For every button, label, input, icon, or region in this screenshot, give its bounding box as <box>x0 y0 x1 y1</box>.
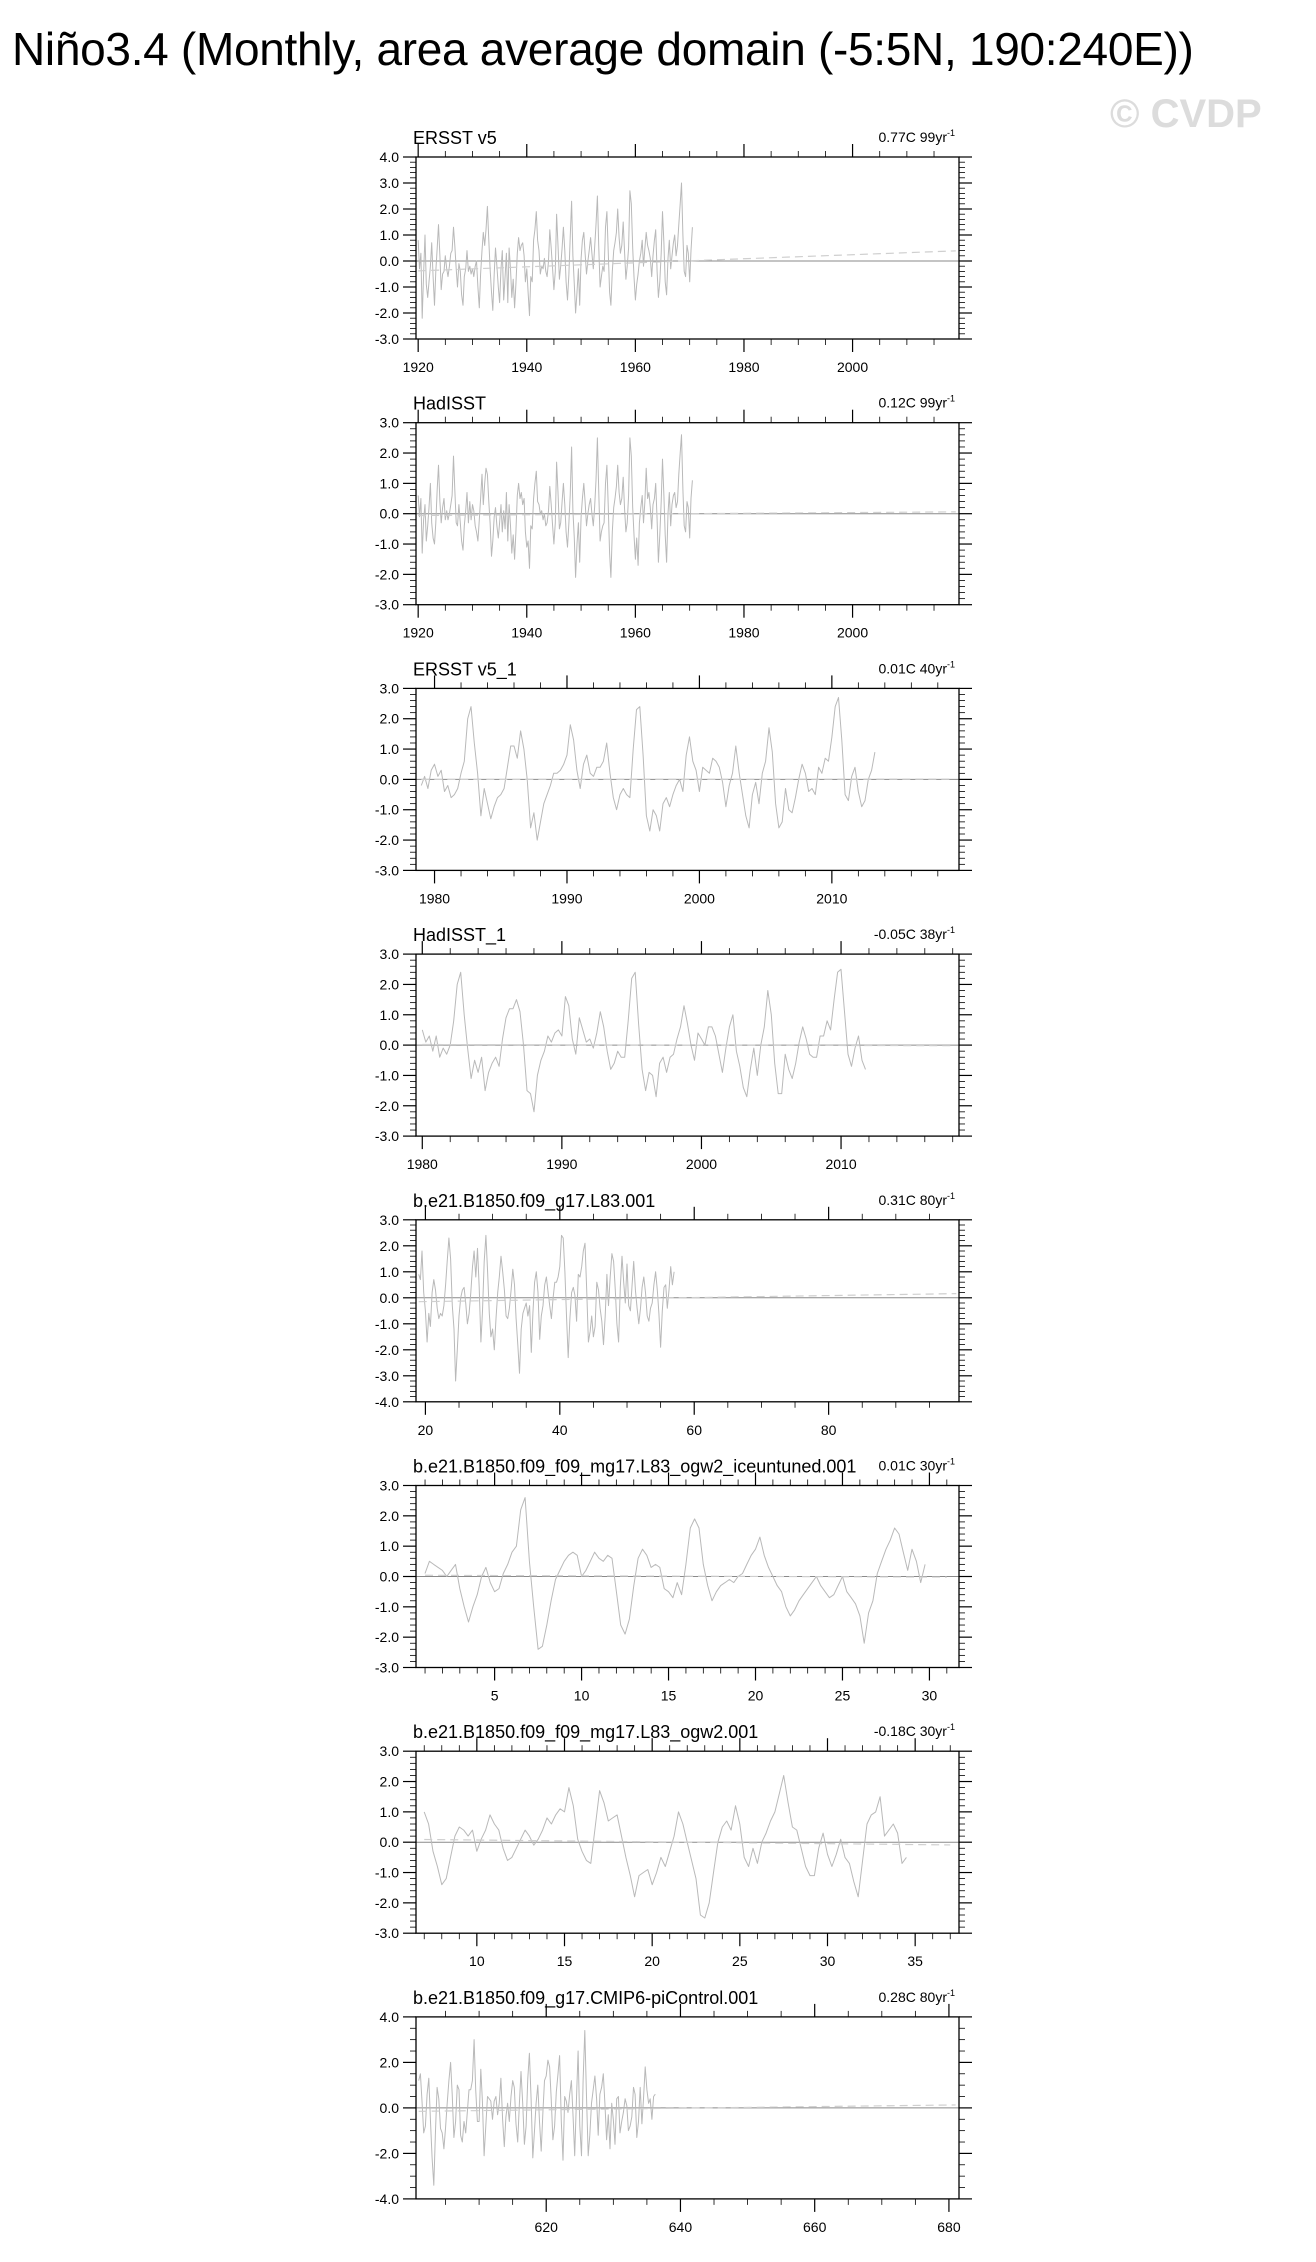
trend-label <box>874 1722 955 1739</box>
y-tick-label: 1.0 <box>379 1538 399 1555</box>
x-tick-label: 1960 <box>619 624 651 641</box>
trend-label-exponent: -1 <box>946 925 955 936</box>
y-tick-label: 3.0 <box>379 1477 399 1494</box>
y-tick-label: 2.0 <box>379 710 399 727</box>
x-tick-label: 20 <box>747 1687 764 1704</box>
y-tick-label: 1.0 <box>379 227 399 243</box>
trend-label <box>879 1988 956 2005</box>
trend-label <box>879 1457 956 1474</box>
trend-label-exponent: -1 <box>946 1190 955 1201</box>
y-tick-label: 1.0 <box>379 1803 399 1820</box>
x-tick-label: 15 <box>556 1953 573 1970</box>
y-tick-label: -2.0 <box>374 2145 399 2162</box>
nino34-series-line <box>422 969 865 1112</box>
panel-title: HadISST <box>413 393 487 414</box>
x-tick-label: 1980 <box>406 1156 438 1173</box>
y-tick-label: 3.0 <box>379 414 399 431</box>
trend-label-value: 0.31C 80yr <box>878 1191 947 1208</box>
nino34-series-line <box>419 1235 674 1381</box>
y-tick-label: -3.0 <box>374 1367 399 1384</box>
y-tick-label: 2.0 <box>379 1237 399 1254</box>
y-tick-label: -1.0 <box>374 1067 399 1084</box>
trend-label-exponent: -1 <box>946 659 955 670</box>
nino34-series-line <box>425 1498 925 1650</box>
chart-panel <box>375 925 972 1172</box>
y-tick-label: -3.0 <box>374 596 399 613</box>
x-tick-label: 30 <box>921 1687 938 1704</box>
x-tick-label: 1920 <box>402 624 434 641</box>
trend-label-value: 0.28C 80yr <box>878 1988 947 2005</box>
y-tick-label: -3.0 <box>374 331 399 347</box>
trend-label-value: -0.18C 30yr <box>873 1723 947 1740</box>
y-tick-label: -2.0 <box>374 305 399 321</box>
y-tick-label: -3.0 <box>374 1925 399 1942</box>
chart-panel <box>375 1457 972 1704</box>
x-tick-label: 20 <box>644 1953 660 1970</box>
trend-label <box>879 394 956 411</box>
y-tick-label: 0.0 <box>379 1289 399 1306</box>
trend-label-value: 0.01C 30yr <box>878 1457 947 1474</box>
y-tick-label: 0.0 <box>379 1568 399 1585</box>
y-tick-label: -3.0 <box>374 862 399 879</box>
panel-title: b.e21.B1850.f09_g17.L83.001 <box>413 1190 656 1211</box>
y-tick-label: -4.0 <box>374 2190 399 2207</box>
trend-label <box>879 659 956 676</box>
y-tick-label: -2.0 <box>374 1097 399 1114</box>
x-tick-label: 2000 <box>836 624 869 641</box>
y-tick-label: -3.0 <box>374 1659 399 1676</box>
x-tick-label: 25 <box>732 1953 748 1970</box>
y-tick-label: 0.0 <box>379 253 399 269</box>
panel-title: HadISST_1 <box>413 925 507 946</box>
chart-panel <box>375 128 972 375</box>
x-tick-label: 2000 <box>836 359 869 375</box>
x-tick-label: 1990 <box>546 1156 578 1173</box>
x-tick-label: 1980 <box>728 624 760 641</box>
trend-label-value: -0.05C 38yr <box>873 926 947 943</box>
panel-title: b.e21.B1850.f09_f09_mg17.L83_ogw2_iceuntuned.001 <box>413 1456 857 1477</box>
y-tick-label: 2.0 <box>379 1773 399 1790</box>
chart-panel <box>375 1191 972 1438</box>
y-tick-label: -2.0 <box>374 1341 399 1358</box>
y-tick-label: 2.0 <box>379 2054 399 2071</box>
nino34-series-line <box>421 698 875 841</box>
trend-label-exponent: -1 <box>946 1722 955 1733</box>
chart-panel <box>375 1988 972 2235</box>
panel-title: ERSST v5 <box>413 128 497 148</box>
panel-title: ERSST v5_1 <box>413 659 517 680</box>
x-tick-label: 620 <box>534 2218 558 2235</box>
y-tick-label: 2.0 <box>379 976 399 993</box>
y-tick-label: 2.0 <box>379 445 399 462</box>
trend-label-value: 0.12C 99yr <box>878 394 947 411</box>
x-tick-label: 20 <box>417 1421 434 1438</box>
y-tick-label: 3.0 <box>379 946 399 963</box>
y-tick-label: 4.0 <box>379 149 399 165</box>
x-tick-label: 10 <box>573 1687 590 1704</box>
nino34-series-line <box>418 435 692 578</box>
y-tick-label: -2.0 <box>374 566 399 583</box>
y-tick-label: 2.0 <box>379 1507 399 1524</box>
trend-label-exponent: -1 <box>946 1987 955 1998</box>
x-tick-label: 1920 <box>402 359 434 375</box>
x-tick-label: 1980 <box>728 359 760 375</box>
nino34-series-line <box>418 183 692 318</box>
y-tick-label: 2.0 <box>379 201 399 217</box>
y-tick-label: 4.0 <box>379 2008 399 2025</box>
x-tick-label: 35 <box>907 1953 923 1970</box>
trend-label-exponent: -1 <box>946 1456 955 1467</box>
y-tick-label: 0.0 <box>379 1037 399 1054</box>
y-tick-label: 3.0 <box>379 1743 399 1760</box>
page-title: Niño3.4 (Monthly, area average domain (-5:5N, 190:240E)) <box>12 23 1194 75</box>
x-tick-label: 60 <box>686 1421 703 1438</box>
trend-label-exponent: -1 <box>946 128 955 138</box>
y-tick-label: -3.0 <box>374 1128 399 1145</box>
x-tick-label: 680 <box>937 2218 961 2235</box>
y-tick-label: 3.0 <box>379 680 399 697</box>
x-tick-label: 660 <box>803 2218 827 2235</box>
x-tick-label: 640 <box>668 2218 693 2235</box>
trend-label-value: 0.01C 40yr <box>878 660 947 677</box>
y-tick-label: -1.0 <box>374 1598 399 1615</box>
x-tick-label: 1980 <box>418 890 451 907</box>
panel-title: b.e21.B1850.f09_f09_mg17.L83_ogw2.001 <box>413 1722 759 1743</box>
x-tick-label: 15 <box>660 1687 677 1704</box>
x-tick-label: 10 <box>469 1953 485 1970</box>
y-tick-label: -1.0 <box>374 1864 399 1881</box>
nino34-series-line <box>424 1776 906 1919</box>
trend-label <box>874 925 955 942</box>
y-tick-label: 0.0 <box>379 505 399 522</box>
x-tick-label: 80 <box>820 1421 837 1438</box>
y-tick-label: -1.0 <box>374 279 399 295</box>
chart-panel <box>375 394 972 641</box>
x-tick-label: 2000 <box>685 1156 718 1173</box>
x-tick-label: 1940 <box>511 359 543 375</box>
x-tick-label: 25 <box>834 1687 851 1704</box>
x-tick-label: 1990 <box>551 890 583 907</box>
y-tick-label: -1.0 <box>374 801 399 818</box>
y-tick-label: 0.0 <box>379 1834 399 1851</box>
y-tick-label: -1.0 <box>374 1315 399 1332</box>
cvdp-watermark: © CVDP <box>1110 92 1262 136</box>
trend-label <box>879 128 956 145</box>
y-tick-label: -2.0 <box>374 1894 399 1911</box>
y-tick-label: 1.0 <box>379 475 399 492</box>
x-tick-label: 40 <box>552 1421 568 1438</box>
y-tick-label: -4.0 <box>374 1393 399 1410</box>
x-tick-label: 2000 <box>683 890 715 907</box>
y-tick-label: 0.0 <box>379 771 399 788</box>
x-tick-label: 1960 <box>619 359 651 375</box>
x-tick-label: 2010 <box>816 890 848 907</box>
y-tick-label: -2.0 <box>374 832 399 849</box>
y-tick-label: -2.0 <box>374 1629 399 1646</box>
y-tick-label: 0.0 <box>379 2099 399 2116</box>
y-tick-label: 1.0 <box>379 1263 399 1280</box>
x-tick-label: 2010 <box>825 1156 857 1173</box>
y-tick-label: 1.0 <box>379 741 399 758</box>
chart-panel <box>375 659 972 906</box>
x-tick-label: 30 <box>819 1953 836 1970</box>
trend-label-exponent: -1 <box>946 393 955 404</box>
chart-panel <box>375 1722 972 1969</box>
y-tick-label: 3.0 <box>379 175 399 191</box>
panel-title: b.e21.B1850.f09_g17.CMIP6-piControl.001 <box>413 1987 759 2008</box>
x-tick-label: 5 <box>490 1687 499 1704</box>
plot-frame <box>416 1220 959 1402</box>
y-tick-label: 3.0 <box>379 1211 399 1228</box>
trend-label <box>879 1191 956 1208</box>
trend-label-value: 0.77C 99yr <box>878 129 947 145</box>
x-tick-label: 1940 <box>511 624 543 641</box>
y-tick-label: 1.0 <box>379 1006 399 1023</box>
y-tick-label: -1.0 <box>374 536 399 553</box>
